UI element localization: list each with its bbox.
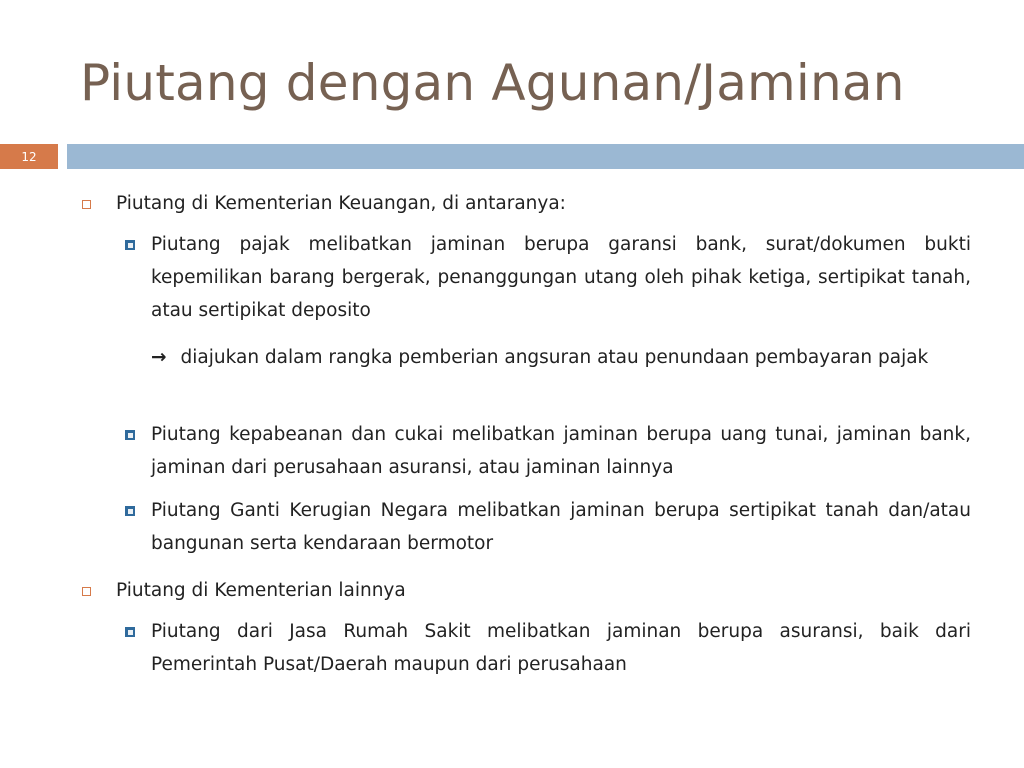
slide-title: Piutang dengan Agunan/Jaminan <box>80 54 905 112</box>
section-2-item-1: Piutang dari Jasa Rumah Sakit melibatkan jaminan berupa asuransi, baik dari Pemerintah Pusat/Daerah maupun dari perusahaan <box>151 621 971 675</box>
square-bullet-icon <box>125 506 135 516</box>
section-1-heading: Piutang di Kementerian Keuangan, di antaranya: <box>116 193 566 214</box>
square-bullet-icon <box>125 240 135 250</box>
hollow-square-bullet-icon <box>82 587 91 596</box>
slide-number: 12 <box>0 144 58 169</box>
section-1-item-3: Piutang Ganti Kerugian Negara melibatkan jaminan berupa sertipikat tanah dan/atau bangunan serta kendaraan bermotor <box>151 500 971 554</box>
section-1-item-2: Piutang kepabeanan dan cukai melibatkan jaminan berupa uang tunai, jaminan bank, jaminan dari perusahaan asuransi, atau jaminan lainnya <box>151 424 971 478</box>
section-2-heading: Piutang di Kementerian lainnya <box>116 580 406 601</box>
square-bullet-icon <box>125 430 135 440</box>
right-arrow-icon: → <box>151 347 167 368</box>
section-1-item-1: Piutang pajak melibatkan jaminan berupa garansi bank, surat/dokumen bukti kepemilikan barang bergerak, penanggungan utang oleh pihak ketiga, sertipikat tanah, atau sertipikat deposito <box>151 234 971 321</box>
square-bullet-icon <box>125 627 135 637</box>
section-1-note <box>151 341 971 374</box>
hollow-square-bullet-icon <box>82 200 91 209</box>
section-1-note-text: diajukan dalam rangka pemberian angsuran atau penundaan pembayaran pajak <box>180 347 929 368</box>
